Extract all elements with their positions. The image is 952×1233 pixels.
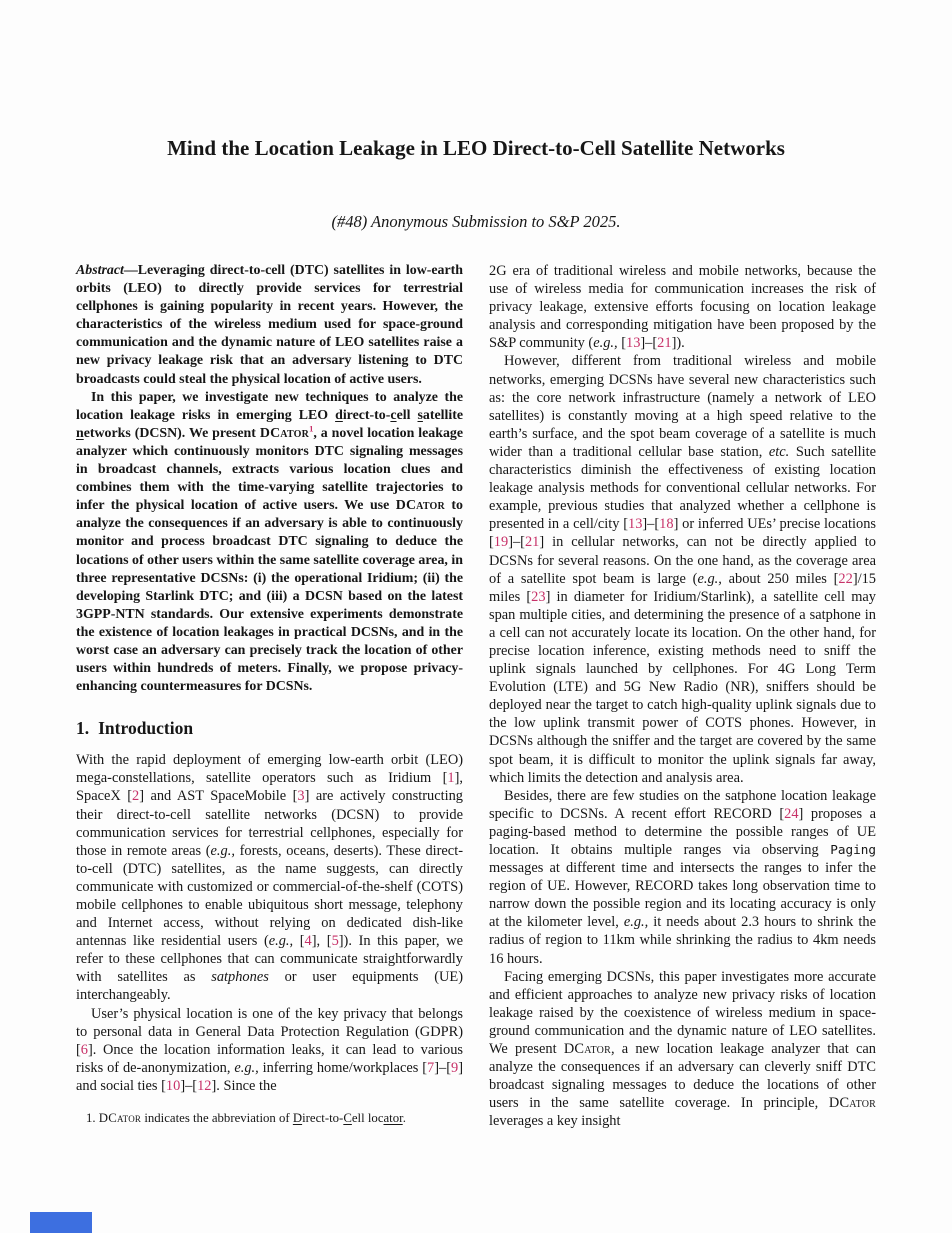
text-run: ] proposes a paging-based method to determine the possible ranges of UE location. It obtains multiple ranges via observing <box>489 805 876 858</box>
text-run: leverages a key insight <box>489 1113 621 1130</box>
citation-link[interactable]: 9 <box>451 1059 459 1076</box>
text-run: ]–[ <box>508 534 525 551</box>
italic-text: satphones <box>211 969 269 986</box>
text-run: irect-to- <box>342 407 391 423</box>
text-run: about 250 miles [ <box>721 570 839 587</box>
text-run: ell <box>396 407 418 423</box>
citation-link[interactable]: 12 <box>197 1077 212 1094</box>
italic-text: e.g., <box>623 914 649 931</box>
text-run: In this paper, we investigate new techniques to analyze the location leakage risks in emerging LEO <box>76 389 463 423</box>
text-run: With the rapid deployment of emerging low-earth orbit (LEO) mega-constellations, satellite operators such as Iridium [ <box>76 752 463 787</box>
two-column-body <box>76 262 876 1131</box>
italic-text: e.g., <box>268 933 294 950</box>
italic-text: e.g., <box>593 335 618 352</box>
body-paragraph <box>489 787 876 968</box>
text-run: Such satellite characteristics diminish the effectiveness of existing location leakage analysis methods for conventional cellular networks. For example, previous studies that analyzed whether a cellphone is presented in a cell/city [ <box>489 443 876 533</box>
text-run: atellite <box>422 407 464 423</box>
tool-name-smallcaps: DCator <box>563 1041 611 1058</box>
footnote-marker-link[interactable]: 1 <box>309 423 314 434</box>
body-paragraph <box>489 262 876 352</box>
tool-name-smallcaps: DCator <box>259 425 310 441</box>
italic-text: etc. <box>768 443 790 460</box>
text-run: ] in cellular networks, can not be directly applied to DCSNs for several reasons. On the one hand, as the coverage area of a satellite spot beam is large ( <box>489 534 876 587</box>
tool-name-smallcaps: DCator <box>395 498 445 514</box>
text-run: ell loc <box>351 1111 384 1125</box>
body-paragraph <box>76 1005 463 1095</box>
citation-link[interactable]: 23 <box>531 588 546 605</box>
text-run: ]–[ <box>642 516 660 533</box>
citation-link[interactable]: 2 <box>132 788 140 805</box>
citation-link[interactable]: 13 <box>626 335 641 352</box>
text-run: ] are actively constructing their direct-to-cell satellite networks (DCSN) to provide communication services for terrestrial cellphones, especially for those in remote areas ( <box>76 788 463 859</box>
text-run: 1. <box>86 1111 99 1125</box>
text-run: ] and social ties [ <box>76 1059 463 1094</box>
inline-code: Paging <box>830 842 876 857</box>
citation-link[interactable]: 7 <box>427 1059 435 1076</box>
text-run: Besides, there are few studies on the satphone location leakage specific to DCSNs. A recent effort RECORD [ <box>489 787 876 822</box>
text-run: to analyze the consequences if an adversary is able to continuously monitor and process broadcast DTC signaling to deduce the locations of other users within the same satellite coverage area, in three representative DCSNs: (i) the operational Iridium; (ii) the developing Starlink DTC; and (iii) a DCSN based on the latest 3GPP-NTN standards. Our extensive experiments demonstrate the existence of location leakages in practical DCSNs, and in the worst case an adversary can precisely track the location of other users within hundreds of meters. Finally, we propose privacy-enhancing countermeasures for DCSNs. <box>76 498 463 695</box>
section-title: Introduction <box>98 718 194 739</box>
right-column <box>489 262 876 1131</box>
italic-text: e.g., <box>210 842 235 859</box>
underlined-letters: D <box>292 1111 303 1125</box>
text-run: or user equipments (UE) interchangeably. <box>76 969 463 1004</box>
body-paragraph <box>489 352 876 786</box>
text-run: inferring home/workplaces [ <box>258 1059 428 1076</box>
citation-link[interactable]: 24 <box>784 805 799 822</box>
footnote <box>76 1110 463 1126</box>
bottom-left-blue-bar <box>30 1212 92 1233</box>
abstract-paragraph <box>76 389 463 697</box>
text-run: ]). In this paper, we refer to these cellphones that can communicate straightforwardly with satellites as <box>76 933 463 986</box>
text-run: ]–[ <box>640 335 658 352</box>
citation-link[interactable]: 3 <box>297 788 305 805</box>
text-run: Facing emerging DCSNs, this paper investigates more accurate and efficient approaches to analyze new privacy risks of location leakage raised by the coexistence of wireless medium in space-ground communication and the dynamic nature of LEO satellites. We present <box>489 968 876 1058</box>
citation-link[interactable]: 22 <box>838 570 853 587</box>
underlined-letters: c <box>390 407 397 423</box>
citation-link[interactable]: 21 <box>524 534 540 551</box>
citation-link[interactable]: 19 <box>493 534 509 551</box>
citation-link[interactable]: 5 <box>331 933 339 950</box>
italic-text: e.g., <box>234 1059 259 1076</box>
underlined-letters: d <box>335 407 343 423</box>
text-run: ]). <box>671 335 685 352</box>
paper-byline: (#48) Anonymous Submission to S&P 2025. <box>331 212 621 231</box>
text-run: irect-to- <box>302 1111 344 1125</box>
text-run: etworks (DCSN). We present <box>83 425 260 441</box>
text-run: ]. Since the <box>211 1077 277 1094</box>
text-run: —Leveraging direct-to-cell (DTC) satellites in low-earth orbits (LEO) to directly provide services for terrestrial cellphones is gaining popularity in recent years. However, the characteristics of the wireless medium used for space-ground communication and the dynamic nature of LEO satellites raise a new privacy leakage risk that an adversary listening to DTC broadcasts could steal the physical location of active users. <box>76 263 463 387</box>
text-run: , a new location leakage analyzer that can analyze the consequences if an adversary can cleverly sniff DTC broadcast signaling messages to deduce the locations of other users in the same satellite coverage. In principle, <box>489 1041 876 1112</box>
text-run: ]–[ <box>434 1059 451 1076</box>
abstract-paragraph <box>76 262 463 389</box>
citation-link[interactable]: 4 <box>304 933 312 950</box>
underlined-letters: ator <box>383 1111 403 1125</box>
citation-link[interactable]: 18 <box>659 516 674 533</box>
underlined-letters: C <box>343 1111 352 1125</box>
text-run: ] in diameter for Iridium/Starlink), a satellite cell may span multiple cities, and determining the presence of a satphone in a cell can not accurately locate its location. On the other hand, for precise location inference, existing methods need to sniff the uplink signals launched by cellphones. For 4G Long Term Evolution (LTE) and 5G New Radio (NR), sniffers should be deployed near the target to catch high-quality uplink signals due to the low uplink transmit power of COTS phones. However, in DCSNs although the sniffer and the target are covered by the same spot beam, it is difficult to monitor the uplink signals far away, which limits the detection and analysis area. <box>489 588 876 786</box>
text-run: ] and AST SpaceMobile [ <box>139 788 298 805</box>
lead-in-label: Abstract <box>76 263 124 278</box>
body-paragraph <box>489 968 876 1131</box>
underlined-letters: n <box>76 425 84 441</box>
text-run: , a novel location leakage analyzer which continuously monitors DTC signaling messages in broadcast channels, extracts various location clues and combines them with the time-varying satellite trajectories to infer the physical location of active users. We use <box>76 425 463 514</box>
text-run: However, different from traditional wireless and mobile networks, emerging DCSNs have several new characteristics such as: the core network infrastructure (namely a network of LEO satellites) is constantly moving at a high speed relative to the earth’s surface, and the spot beam coverage of a satellite is much wider than a traditional cellular base station, <box>489 353 876 460</box>
tool-name-smallcaps: DCator <box>828 1095 876 1112</box>
citation-link[interactable]: 21 <box>657 335 672 352</box>
text-run: ]. Once the location information leaks, it can lead to various risks of de-anonymization, <box>76 1041 463 1076</box>
text-run: User’s physical location is one of the key privacy that belongs to personal data in General Data Protection Regulation (GDPR) [ <box>76 1005 463 1058</box>
tool-name-smallcaps: DCator <box>98 1111 142 1125</box>
text-run: ]/15 miles [ <box>489 570 876 605</box>
text-run: ], [ <box>311 933 332 950</box>
text-run: [ <box>293 933 305 950</box>
text-run: it needs about 2.3 hours to shrink the radius of region to 11km while shrinking the radius to 4km needs 16 hours. <box>489 914 876 967</box>
section-number: 1. <box>76 718 90 739</box>
citation-link[interactable]: 6 <box>80 1041 88 1058</box>
citation-link[interactable]: 13 <box>628 516 643 533</box>
text-run: ]–[ <box>180 1077 198 1094</box>
text-run: forests, oceans, deserts). These direct-to-cell (DTC) satellites, as the name suggests, can directly communicate with customized or commercial-of-the-shelf (COTS) mobile cellphones to enable ubiquitous short message, telephony and Internet access, without relying on dedicated dish-like antennas like residential users ( <box>76 842 463 950</box>
italic-text: e.g., <box>697 570 722 587</box>
text-run: ] or inferred UEs’ precise locations [ <box>489 516 877 551</box>
paper-title: Mind the Location Leakage in LEO Direct-to-Cell Satellite Networks <box>167 136 785 160</box>
text-run: ], SpaceX [ <box>76 770 463 805</box>
citation-link[interactable]: 10 <box>165 1077 181 1094</box>
underlined-letters: s <box>417 407 423 423</box>
citation-link[interactable]: 1 <box>447 770 455 787</box>
body-paragraph <box>76 751 463 1004</box>
text-run: messages at different time and intersects the ranges to infer the region of UE. However, RECORD takes long observation time to narrow down the possible region and its locating accuracy is only at the kilometer level, <box>489 860 876 931</box>
text-run: 2G era of traditional wireless and mobile networks, because the use of wireless media for communication increases the risk of privacy leakage, extensive efforts focusing on location leakage analysis and corresponding mitigation have been proposed by the S&P community ( <box>489 263 876 352</box>
text-run: . <box>402 1111 406 1125</box>
text-run: indicates the abbreviation of <box>141 1111 293 1125</box>
text-run: [ <box>617 335 626 352</box>
left-column <box>76 262 463 1131</box>
section-heading-introduction <box>76 718 463 739</box>
